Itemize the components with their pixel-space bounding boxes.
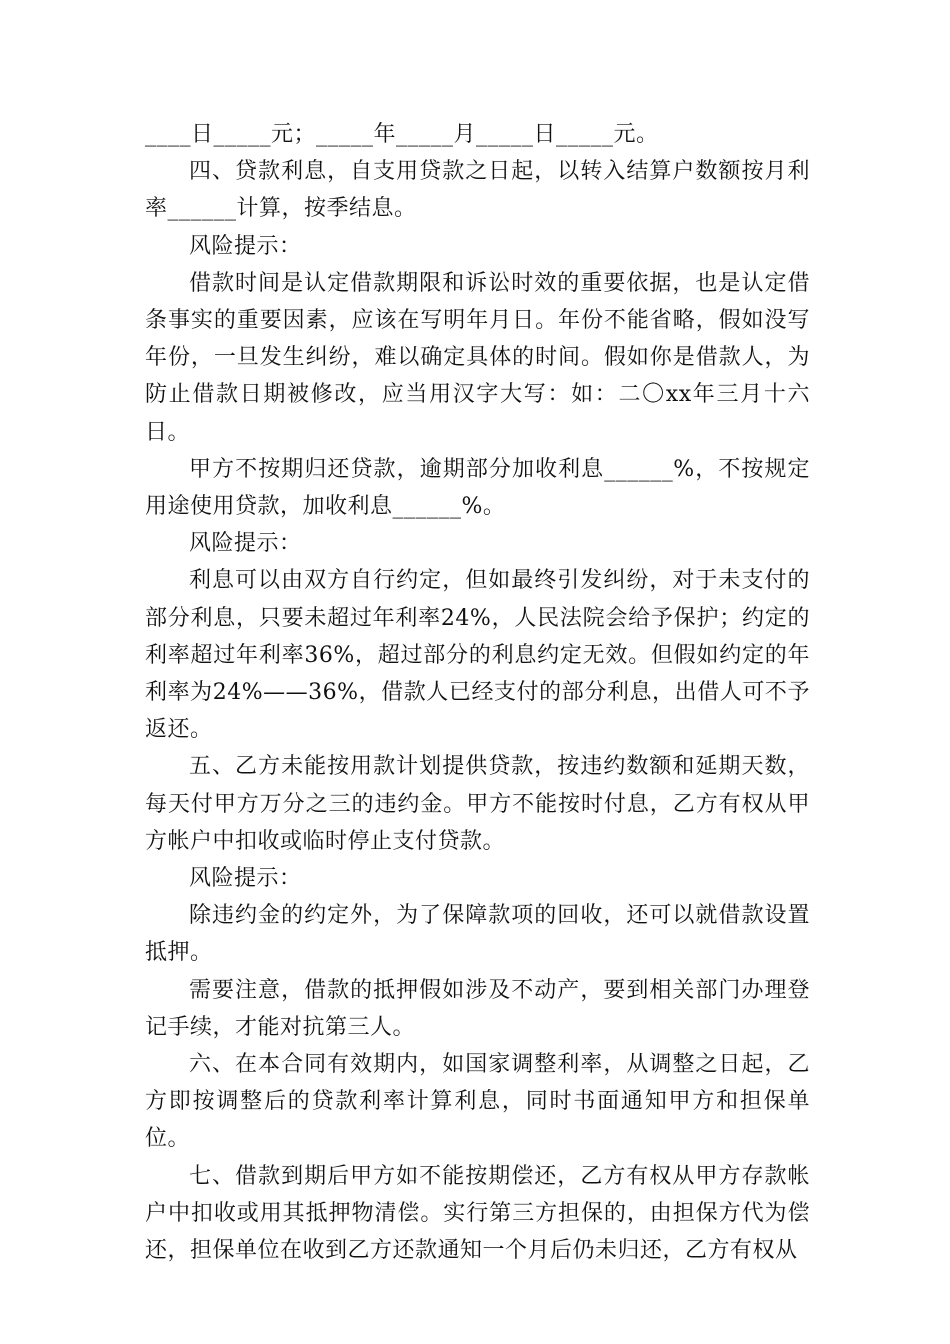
paragraph-amount-blanks: ____日_____元；_____年_____月_____日_____元。 xyxy=(145,122,659,147)
paragraph-clause-4-interest: 四、贷款利息，自支用贷款之日起，以转入结算户数额按月利率______计算，按季结息。 xyxy=(145,159,810,222)
paragraph-clause-7-repayment: 七、借款到期后甲方如不能按期偿还，乙方有权从甲方存款帐户中扣收或用其抵押物清偿。实行第三方担保的，由担保方代为偿还，担保单位在收到乙方还款通知一个月后仍未归还，乙方有权从 xyxy=(145,1163,810,1264)
paragraph-risk-heading: 风险提示： xyxy=(189,531,302,557)
paragraph-mortgage-registration: 需要注意，借款的抵押假如涉及不动产，要到相关部门办理登记手续，才能对抗第三人。 xyxy=(145,977,810,1040)
paragraph-clause-5-penalty: 五、乙方未能按用款计划提供贷款，按违约数额和延期天数，每天付甲方万分之三的违约金。甲方不能按时付息，乙方有权从甲方帐户中扣收或临时停止支付贷款。 xyxy=(145,754,810,854)
paragraph-risk-borrow-date: 借款时间是认定借款期限和诉讼时效的重要依据，也是认定借条事实的重要因素，应该在写明年月日。年份不能省略，假如没写年份，一旦发生纠纷，难以确定具体的时间。假如你是借款人，为防止借款日期被修改，应当用汉字大写：如：二〇xx年三月十六日。 xyxy=(145,270,810,445)
paragraph-risk-heading: 风险提示： xyxy=(189,866,302,892)
paragraph-risk-heading: 风险提示： xyxy=(189,233,302,259)
paragraph-risk-mortgage: 除违约金的约定外，为了保障款项的回收，还可以就借款设置抵押。 xyxy=(145,903,810,966)
paragraph-clause-6-rate-adjust: 六、在本合同有效期内，如国家调整利率，从调整之日起，乙方即按调整后的贷款利率计算利息，同时书面通知甲方和担保单位。 xyxy=(145,1052,810,1152)
paragraph-risk-interest-rate: 利息可以由双方自行约定，但如最终引发纠纷，对于未支付的部分利息，只要未超过年利率24%，人民法院会给予保护；约定的利率超过年利率36%，超过部分的利息约定无效。但假如约定的年利率为24%——36%，借款人已经支付的部分利息，出借人可不予返还。 xyxy=(145,568,810,743)
paragraph-overdue-interest: 甲方不按期归还贷款，逾期部分加收利息______%，不按规定用途使用贷款，加收利息______%。 xyxy=(145,456,810,520)
document-page xyxy=(145,116,810,1269)
